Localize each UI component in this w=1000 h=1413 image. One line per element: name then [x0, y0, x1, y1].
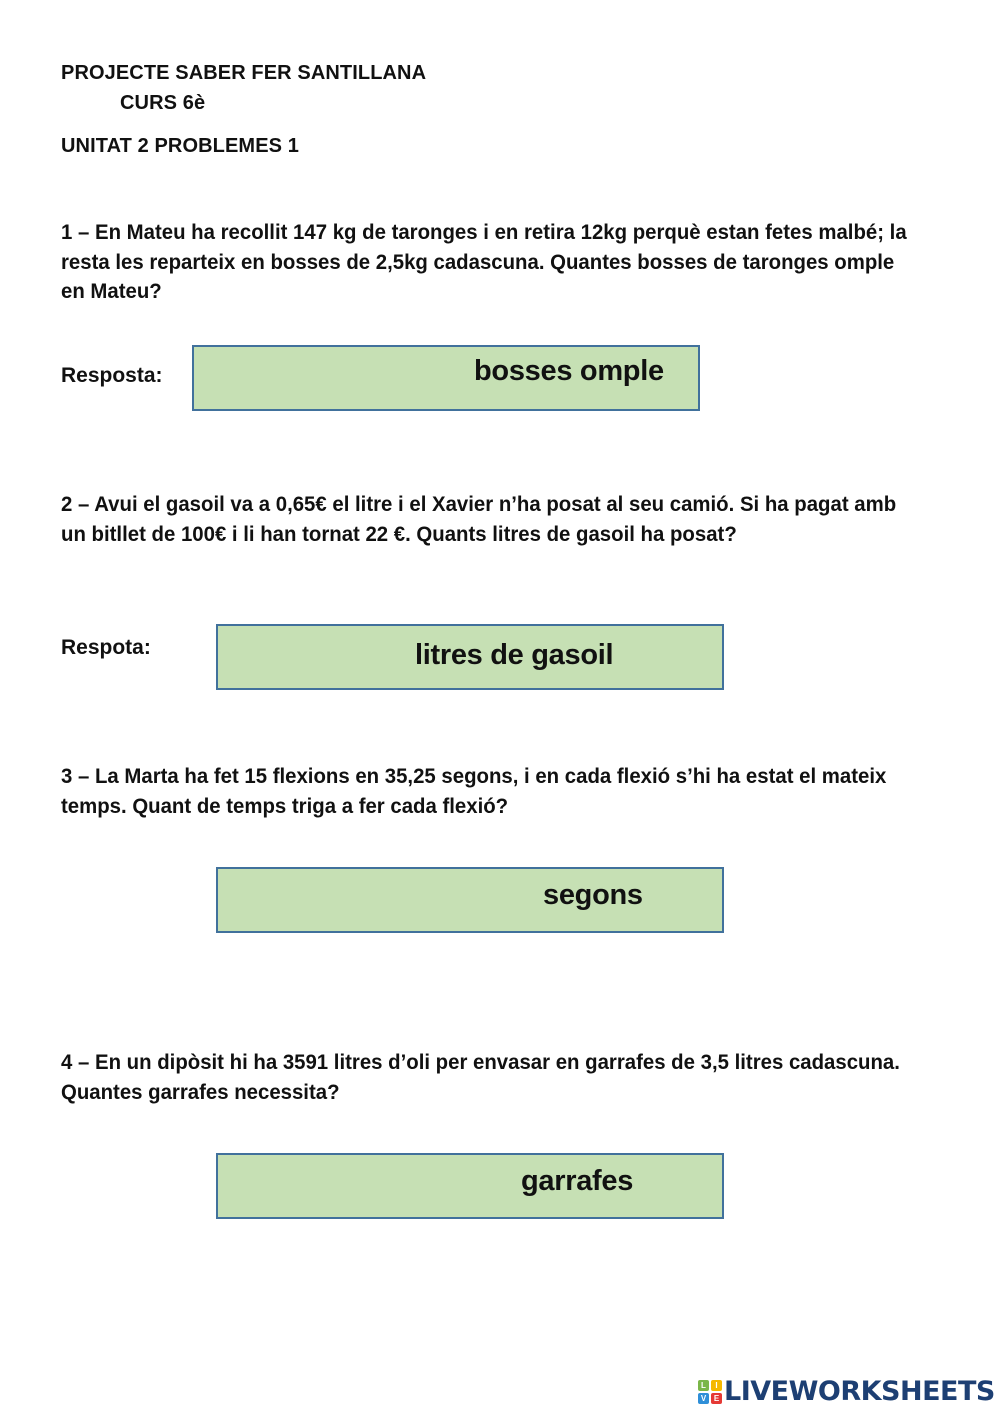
logo-block-e: E — [711, 1393, 722, 1404]
logo-block-i: I — [711, 1380, 722, 1391]
logo-block-l: L — [698, 1380, 709, 1391]
problem-3-answer-box[interactable] — [216, 867, 724, 933]
logo-block-v: V — [698, 1393, 709, 1404]
logo-text: LIVEWORKSHEETS — [724, 1376, 995, 1407]
problem-4-text: 4 – En un dipòsit hi ha 3591 litres d’oli per envasar en garrafes de 3,5 litres cadascuna. Quantes garrafes necessita? — [61, 1051, 900, 1104]
problem-2-answer-box[interactable] — [216, 624, 724, 690]
problem-4-answer-box[interactable] — [216, 1153, 724, 1219]
problem-2-text: 2 – Avui el gasoil va a 0,65€ el litre i el Xavier n’ha posat al seu camió. Si ha pagat amb un bitllet de 100€ i li han tornat 22 €. Quants litres de gasoil ha posat? — [61, 493, 897, 546]
course-label: CURS 6è — [120, 92, 206, 114]
problem-1-answer-label: Resposta: — [61, 364, 163, 387]
problem-3-text: 3 – La Marta ha fet 15 flexions en 35,25 segons, i en cada flexió s’hi ha estat el mateix temps. Quant de temps triga a fer cada flexió? — [61, 765, 887, 818]
problem-3-answer-unit: segons — [543, 879, 643, 911]
unit-heading: UNITAT 2 PROBLEMES 1 — [61, 135, 299, 157]
live-blocks-icon — [698, 1380, 722, 1404]
problem-2-answer-label: Respota: — [61, 636, 151, 659]
problem-1-text: 1 – En Mateu ha recollit 147 kg de taronges i en retira 12kg perquè estan fetes malbé; la resta les reparteix en bosses de 2,5kg cadascuna. Quantes bosses de taronges omple en Mateu? — [61, 221, 907, 303]
problem-1-answer-box[interactable] — [192, 345, 700, 411]
problem-4-answer-unit: garrafes — [521, 1165, 634, 1197]
worksheet-title: PROJECTE SABER FER SANTILLANA — [61, 62, 427, 84]
liveworksheets-logo — [698, 1376, 995, 1407]
problem-2-answer-unit: litres de gasoil — [415, 639, 614, 671]
problem-1-answer-unit: bosses omple — [474, 355, 664, 387]
